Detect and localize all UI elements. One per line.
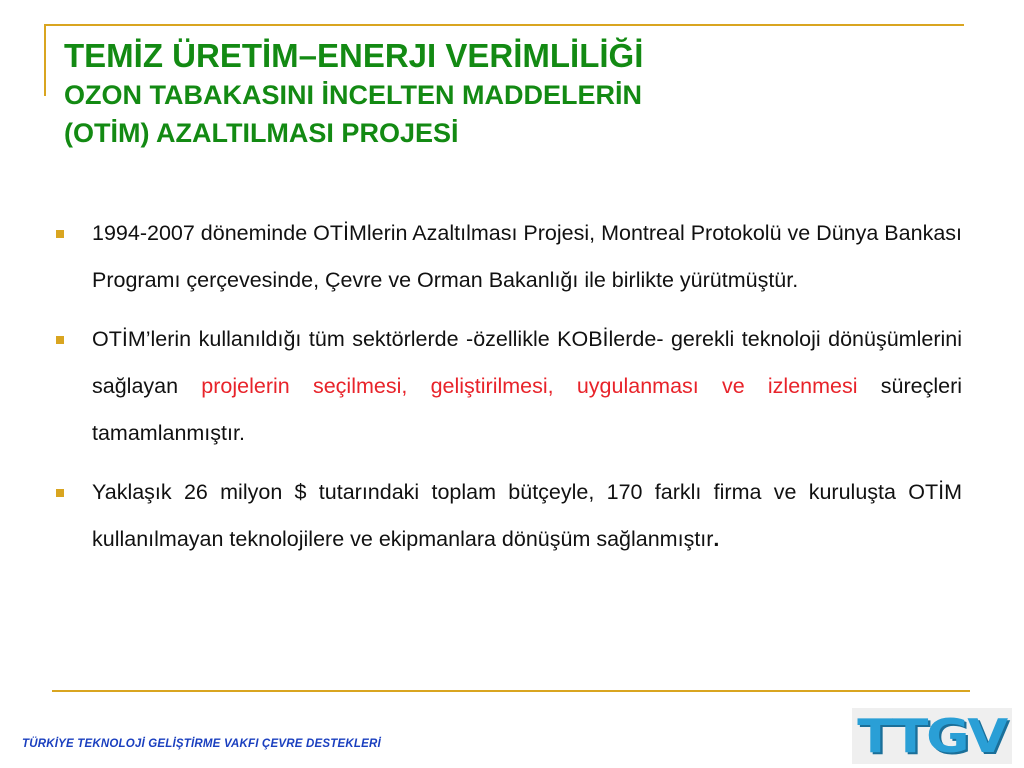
bullet-text: 1994-2007 döneminde OTİMlerin Azaltılması Projesi, Montreal Protokolü ve Dünya Bankası Programı çerçevesinde, Çevre ve Orman Bakanlığı ile birlikte yürütmüştür. (92, 221, 962, 292)
bullet-highlight-text: projelerin seçilmesi, geliştirilmesi, uygulanması ve izlenmesi (201, 374, 858, 398)
square-bullet-icon (56, 489, 64, 497)
footer-text: TÜRKİYE TEKNOLOJİ GELİŞTİRME VAKFI ÇEVRE DESTEKLERİ (22, 738, 381, 750)
square-bullet-icon (56, 336, 64, 344)
square-bullet-icon (56, 230, 64, 238)
title-line-3: (OTİM) AZALTILMASI PROJESİ (64, 118, 459, 148)
bullet-text: Yaklaşık 26 milyon $ tutarındaki toplam bütçeyle, 170 farklı firma ve kuruluşta OTİM kullanılmayan teknolojilere ve ekipmanlara dönüşüm sağlanmıştır (92, 480, 962, 551)
bullet-end-period: . (713, 527, 720, 551)
bullet-item-3 (56, 469, 962, 563)
bullet-item-1 (56, 210, 962, 304)
frame-left-line (44, 24, 46, 96)
ttgv-logo (852, 708, 1012, 764)
frame-top-line (44, 24, 964, 26)
bullet-item-2 (56, 316, 962, 457)
footer-divider (52, 690, 970, 692)
bullet-list (56, 210, 962, 575)
title-line-1: TEMİZ ÜRETİM–ENERJI VERİMLİLİĞİ (64, 37, 644, 74)
logo-text: TTGV (857, 709, 1007, 763)
bullet-text: OTİM’lerin kullanıldığı tüm sektörlerde -özellikle KOBİlerde- gerekli teknoloji dönüşümlerini sağlayan (92, 327, 962, 398)
bullet-text-end: süreçleri tamamlanmıştır. (92, 374, 963, 445)
title-line-2: OZON TABAKASINI İNCELTEN MADDELERİN (64, 80, 642, 110)
slide-title (64, 36, 964, 152)
